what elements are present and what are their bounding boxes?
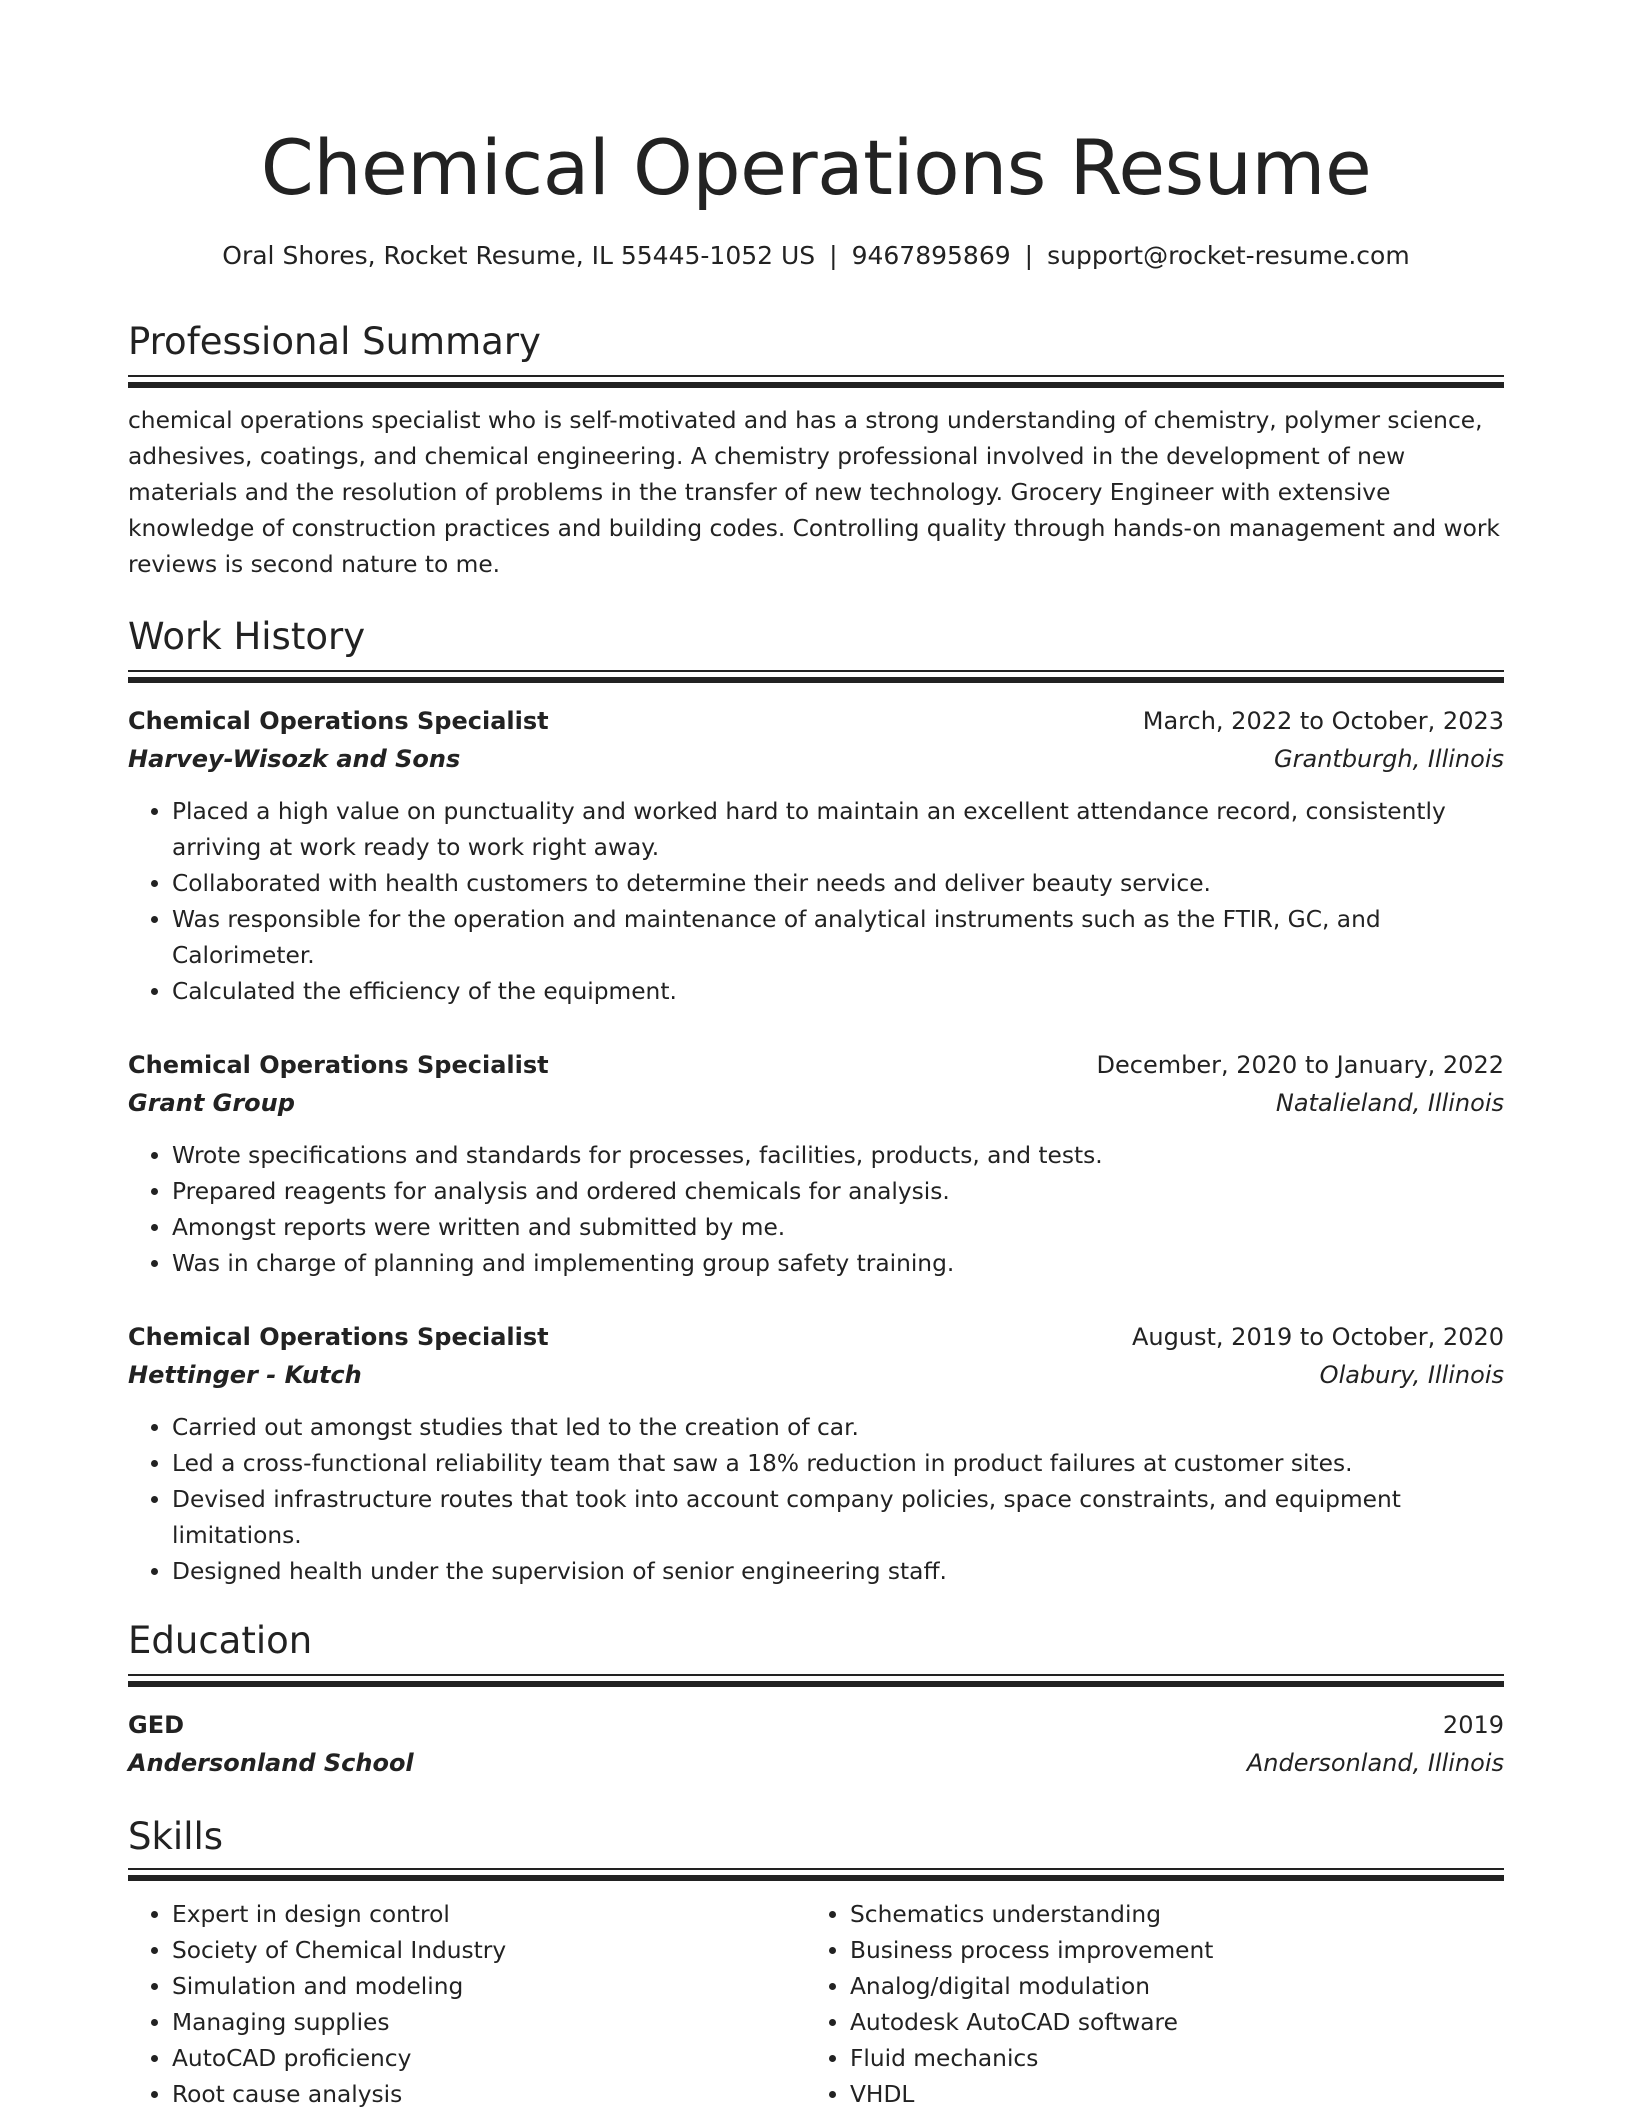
list-item: • Managing supplies [172, 2005, 792, 2041]
contact-separator: | [829, 241, 838, 270]
job-company: Grant Group [128, 1089, 295, 1117]
list-item: • Root cause analysis [172, 2077, 792, 2113]
section-divider [128, 1868, 1504, 1881]
job-location: Grantburgh, Illinois [1274, 745, 1504, 773]
skills-column [806, 1897, 1470, 2113]
section-divider [128, 670, 1504, 683]
list-item: • Collaborated with health customers to determine their needs and deliver beauty service. [172, 866, 1504, 902]
job-header-row [128, 1046, 1504, 1084]
job-bullets [128, 1410, 1504, 1590]
list-item: • Simulation and modeling [172, 1969, 792, 2005]
education-degree: GED [128, 1711, 185, 1739]
job-location: Natalieland, Illinois [1275, 1089, 1504, 1117]
job-entry [128, 1046, 1504, 1282]
education-entry [128, 1706, 1504, 1782]
education-header-row [128, 1706, 1504, 1744]
skills-column [128, 1897, 792, 2113]
contact-separator: | [1024, 241, 1034, 270]
job-company: Hettinger - Kutch [128, 1361, 362, 1389]
list-item: • Prepared reagents for analysis and ordered chemicals for analysis. [172, 1174, 1504, 1210]
job-role: Chemical Operations Specialist [128, 1051, 549, 1079]
list-item: • Calculated the efficiency of the equipment. [172, 974, 1504, 1010]
job-header-row [128, 702, 1504, 740]
summary-heading: Professional Summary [128, 320, 541, 363]
education-heading: Education [128, 1619, 313, 1662]
job-entry [128, 702, 1504, 1010]
job-dates: December, 2020 to January, 2022 [1096, 1051, 1504, 1079]
section-divider [128, 1674, 1504, 1687]
job-bullets [128, 794, 1504, 1010]
contact-line [128, 238, 1504, 274]
list-item: • Autodesk AutoCAD software [850, 2005, 1470, 2041]
list-item: • Expert in design control [172, 1897, 792, 1933]
list-item: • Business process improvement [850, 1933, 1470, 1969]
job-location: Olabury, Illinois [1319, 1361, 1504, 1389]
page-title: Chemical Operations Resume [260, 123, 1372, 212]
job-role: Chemical Operations Specialist [128, 1323, 549, 1351]
list-item: • Placed a high value on punctuality and worked hard to maintain an excellent attendance record, consistently arriving at work ready to work right away. [172, 794, 1504, 866]
summary-text: chemical operations specialist who is self-motivated and has a strong understanding of chemistry, polymer science, adhesives, coatings, and chemical engineering. A chemistry professional involved in the development of new materials and the resolution of problems in the transfer of new technology. Grocery Engineer with extensive knowledge of construction practices and building codes. Controlling quality through hands-on management and work reviews is second nature to me. [128, 407, 1500, 578]
list-item: • Schematics understanding [850, 1897, 1470, 1933]
job-header-row [128, 1318, 1504, 1356]
skills-heading: Skills [128, 1815, 224, 1858]
contact-address: Oral Shores, Rocket Resume, IL 55445-1052 US [222, 241, 816, 270]
list-item: • Fluid mechanics [850, 2041, 1470, 2077]
list-item: • Society of Chemical Industry [172, 1933, 792, 1969]
contact-phone: 9467895869 [851, 241, 1011, 270]
education-location: Andersonland, Illinois [1246, 1749, 1504, 1777]
list-item: • Devised infrastructure routes that took into account company policies, space constraints, and equipment limitations. [172, 1482, 1504, 1554]
education-school-row [128, 1744, 1504, 1782]
job-company: Harvey-Wisozk and Sons [128, 745, 461, 773]
education-school: Andersonland School [128, 1749, 414, 1777]
list-item: • Wrote specifications and standards for processes, facilities, products, and tests. [172, 1138, 1504, 1174]
list-item: • Was responsible for the operation and maintenance of analytical instruments such as the FTIR, GC, and Calorimeter. [172, 902, 1504, 974]
list-item: • Amongst reports were written and submitted by me. [172, 1210, 1504, 1246]
job-bullets [128, 1138, 1504, 1282]
list-item: • AutoCAD proficiency [172, 2041, 792, 2077]
list-item: • Led a cross-functional reliability team that saw a 18% reduction in product failures at customer sites. [172, 1446, 1504, 1482]
section-divider [128, 375, 1504, 388]
job-entry [128, 1318, 1504, 1590]
contact-email: support@rocket-resume.com [1047, 241, 1410, 270]
list-item: • Designed health under the supervision of senior engineering staff. [172, 1554, 1504, 1590]
job-company-row [128, 1356, 1504, 1394]
list-item: • Analog/digital modulation [850, 1969, 1470, 2005]
job-dates: March, 2022 to October, 2023 [1142, 707, 1504, 735]
job-role: Chemical Operations Specialist [128, 707, 549, 735]
list-item: • Was in charge of planning and implementing group safety training. [172, 1246, 1504, 1282]
list-item: • VHDL [850, 2077, 1470, 2113]
list-item: • Carried out amongst studies that led to the creation of car. [172, 1410, 1504, 1446]
job-dates: August, 2019 to October, 2020 [1131, 1323, 1504, 1351]
job-company-row [128, 740, 1504, 778]
job-company-row [128, 1084, 1504, 1122]
education-year: 2019 [1442, 1711, 1504, 1739]
work-heading: Work History [128, 615, 366, 658]
